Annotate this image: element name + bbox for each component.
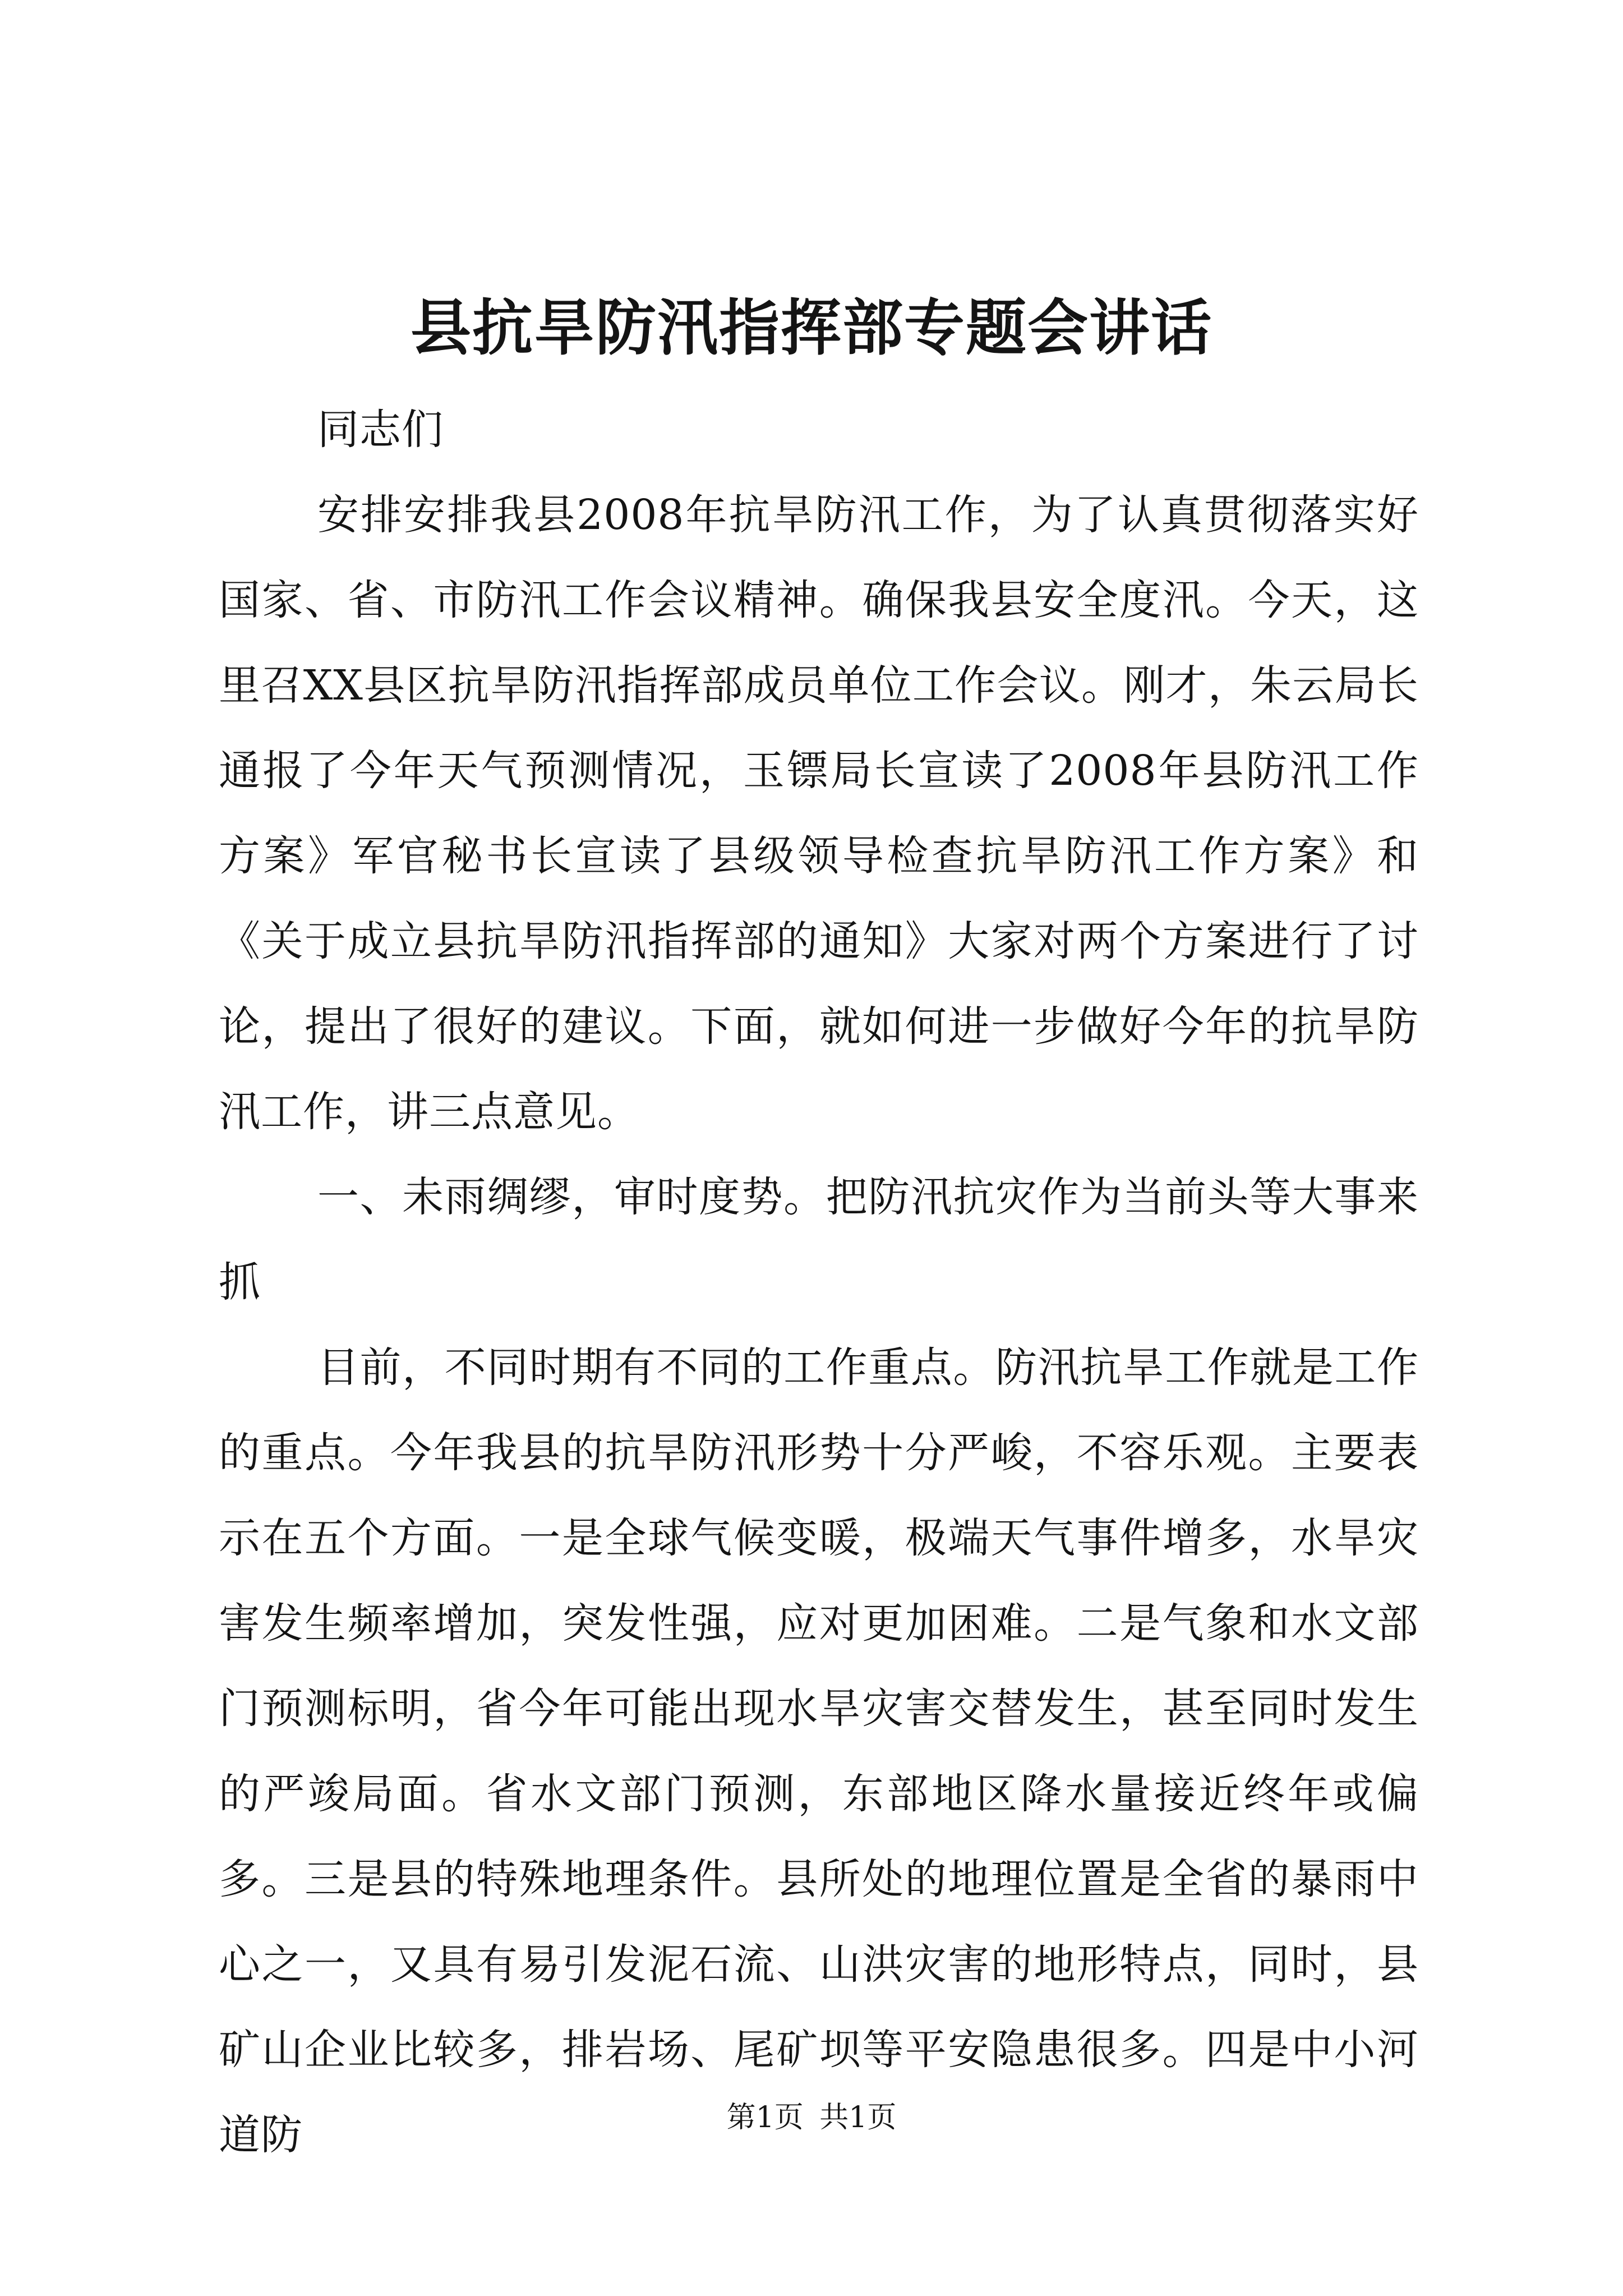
- body-paragraph: 目前，不同时期有不同的工作重点。防汛抗旱工作就是工作的重点。今年我县的抗旱防汛形势十分严峻，不容乐观。主要表示在五个方面。一是全球气候变暖，极端天气事件增多，水旱灾害发生频率增加，突发性强，应对更加困难。二是气象和水文部门预测标明，省今年可能出现水旱灾害交替发生，甚至同时发生的严竣局面。省水文部门预测，东部地区降水量接近终年或偏多。三是县的特殊地理条件。县所处的地理位置是全省的暴雨中心之一，又具有易引发泥石流、山洪灾害的地形特点，同时，县矿山企业比较多，排岩场、尾矿坝等平安隐患很多。四是中小河道防: [219, 1343, 1419, 2159]
- document-body: [219, 387, 1419, 2178]
- intro-paragraph: 安排安排我县2008年抗旱防汛工作，为了认真贯彻落实好国家、省、市防汛工作会议精神。确保我县安全度汛。今天，这里召XX县区抗旱防汛指挥部成员单位工作会议。刚才，朱云局长通报了今年天气预测情况，玉镖局长宣读了2008年县防汛工作方案》军官秘书长宣读了县级领导检查抗旱防汛工作方案》和《关于成立县抗旱防汛指挥部的通知》大家对两个方案进行了讨论，提出了很好的建议。下面，就如何进一步做好今年的抗旱防汛工作，讲三点意见。: [219, 491, 1419, 1136]
- page-footer: 第1页 共1页: [726, 2101, 897, 2134]
- document-title: 县抗旱防汛指挥部专题会讲话: [410, 293, 1212, 364]
- section-heading-one: 一、未雨绸缪，审时度势。把防汛抗灾作为当前头等大事来抓: [219, 1173, 1419, 1306]
- salutation-paragraph: 同志们: [317, 406, 444, 454]
